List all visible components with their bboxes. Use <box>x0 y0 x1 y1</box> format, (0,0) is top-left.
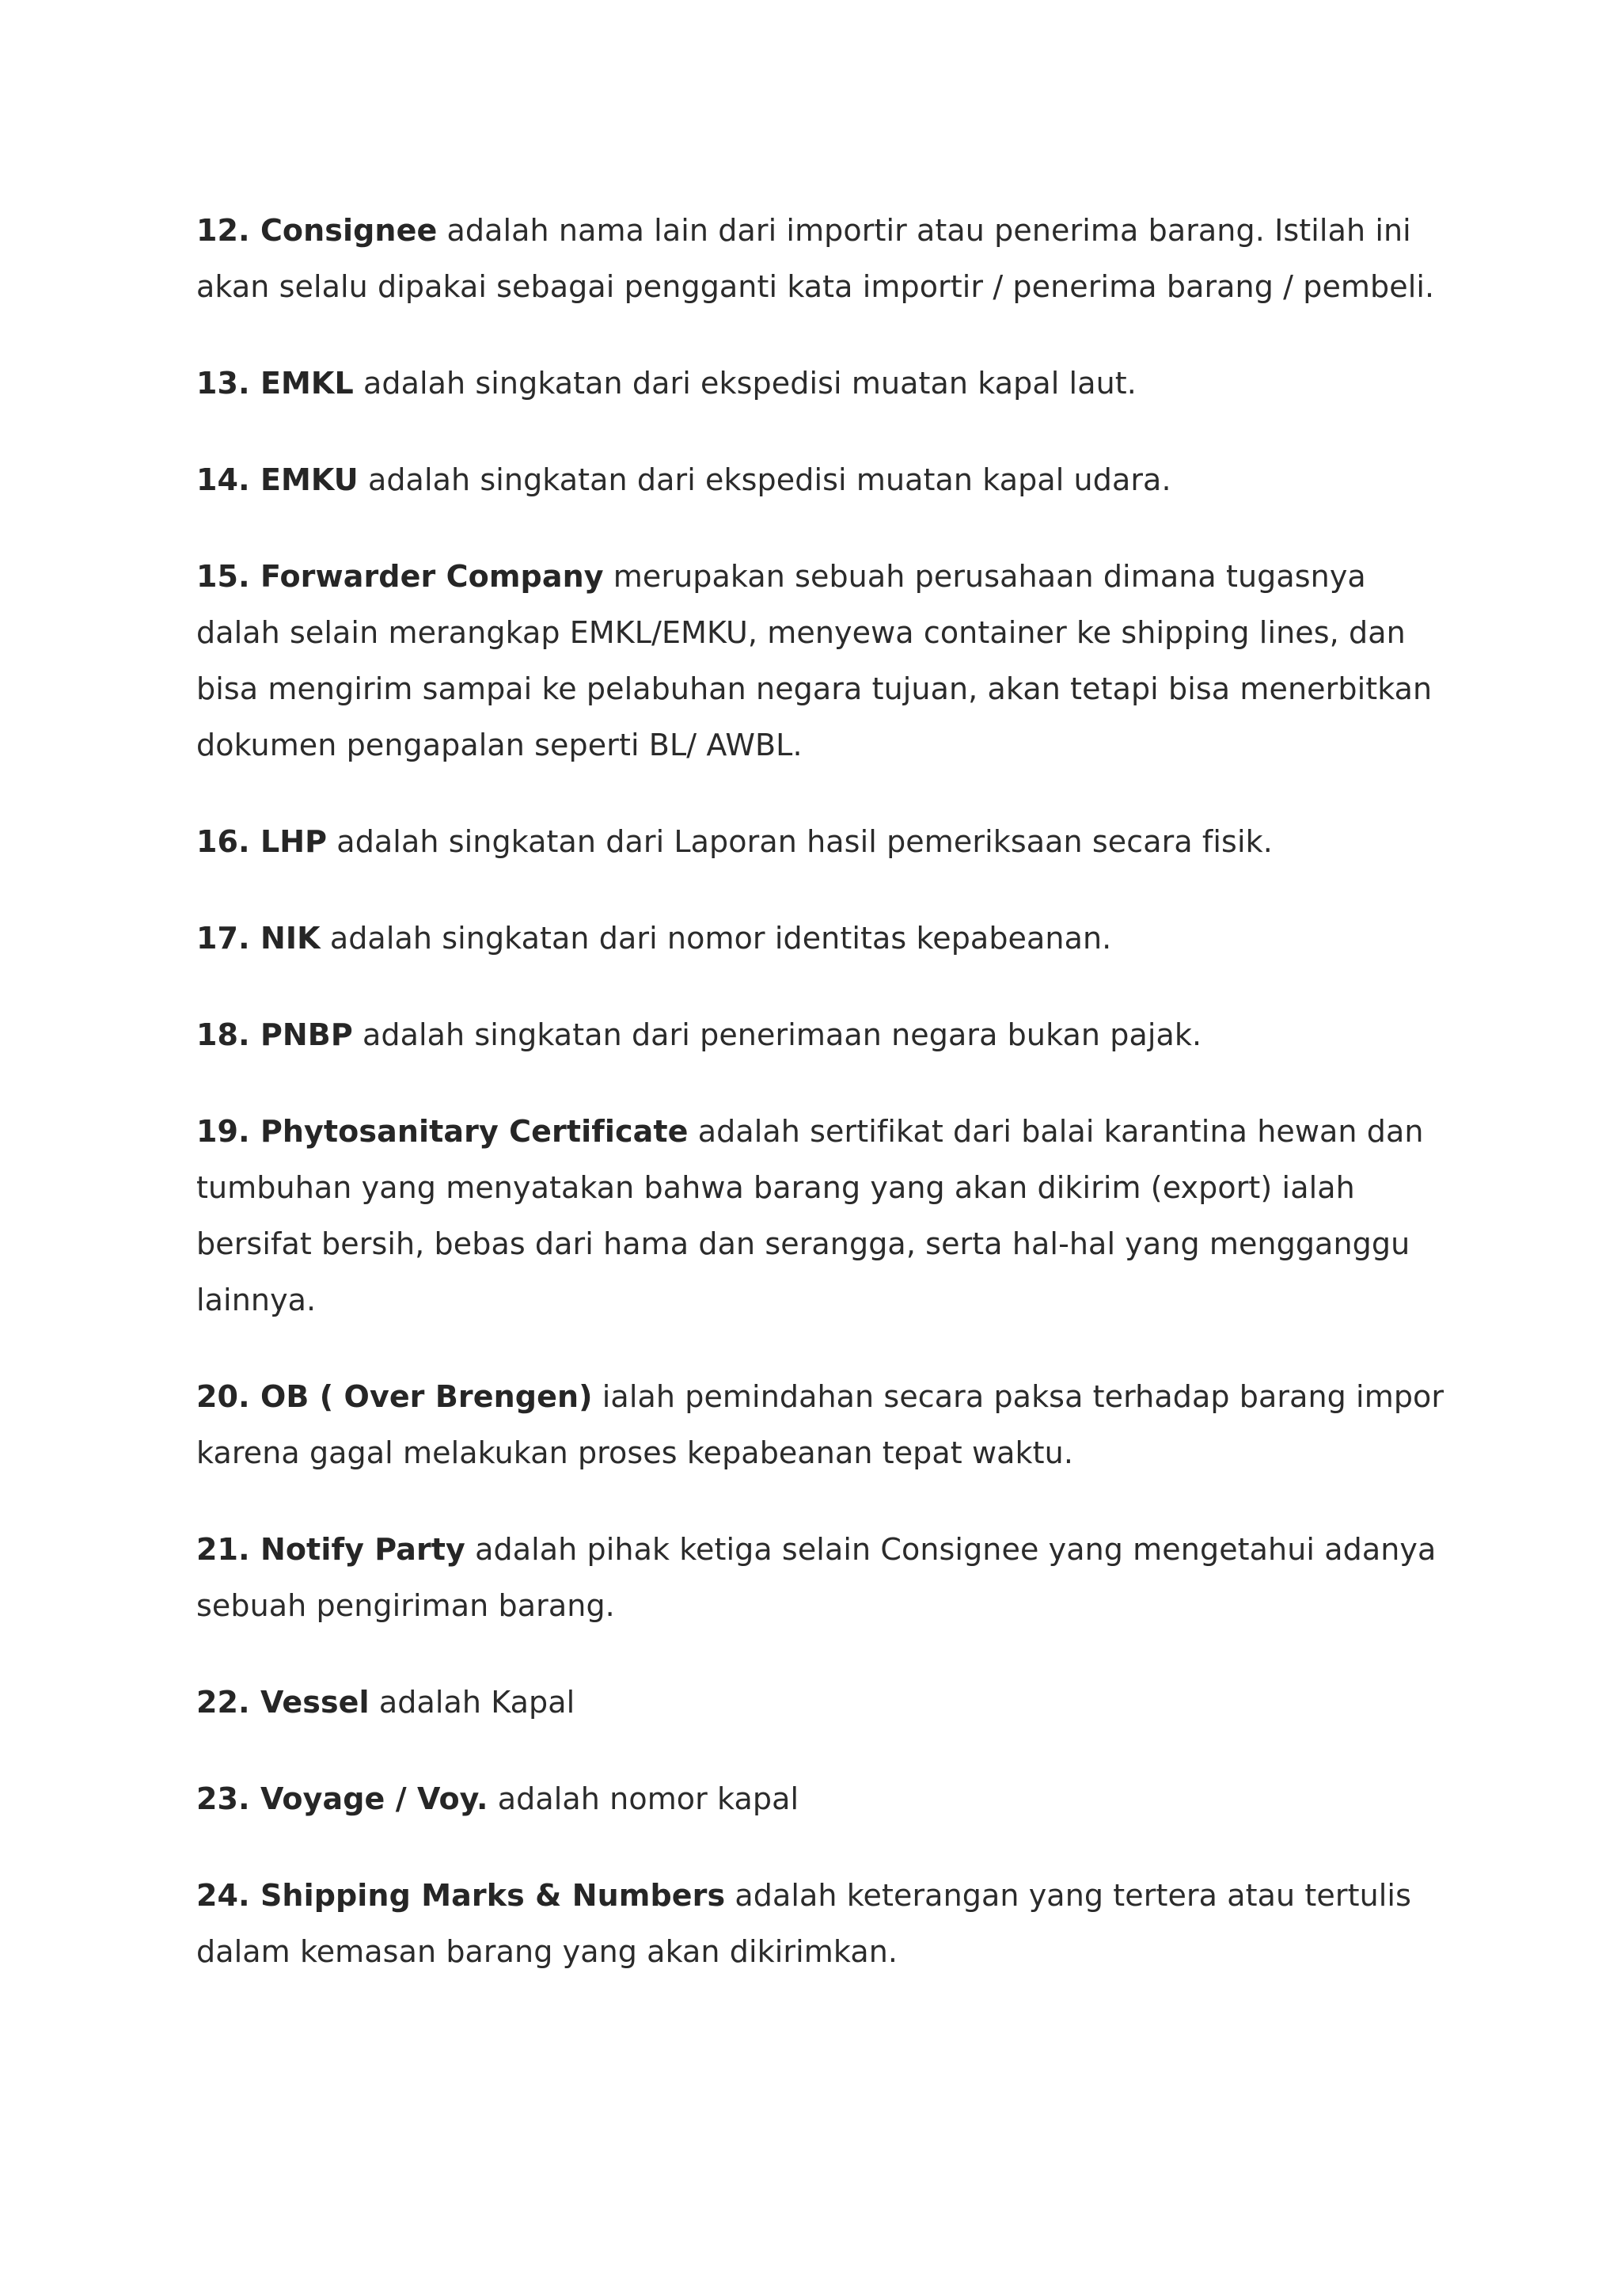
entry-definition: adalah keterangan yang tertera atau tertulis dalam kemasan barang yang akan dikirimkan. <box>196 1878 1411 1969</box>
entry-definition: adalah Kapal <box>369 1685 575 1720</box>
entry-term: 24. Shipping Marks & Numbers <box>196 1878 726 1913</box>
entry-definition: adalah sertifikat dari balai karantina hewan dan tumbuhan yang menyatakan bahwa barang yang akan dikirim (export) ialah bersifat bersih, bebas dari hama dan serangga, serta hal-hal yang mengganggu lainnya. <box>196 1114 1424 1317</box>
glossary-entry-23 <box>196 1771 1447 1827</box>
glossary-entry-19 <box>196 1104 1447 1329</box>
glossary-entry-21 <box>196 1522 1447 1634</box>
glossary-entry-14 <box>196 452 1447 508</box>
entry-definition: adalah singkatan dari penerimaan negara bukan pajak. <box>352 1017 1202 1052</box>
entry-term: 18. PNBP <box>196 1017 353 1052</box>
glossary-entry-17 <box>196 910 1447 967</box>
glossary-entry-12 <box>196 203 1447 315</box>
entry-definition: adalah singkatan dari ekspedisi muatan kapal udara. <box>358 462 1171 497</box>
entry-term: 12. Consignee <box>196 213 438 248</box>
entry-definition: adalah nama lain dari importir atau penerima barang. Istilah ini akan selalu dipakai sebagai pengganti kata importir / penerima barang / pembeli. <box>196 213 1435 304</box>
entry-term: 20. OB ( Over Brengen) <box>196 1379 593 1414</box>
glossary-entry-16 <box>196 814 1447 870</box>
glossary-entry-24 <box>196 1868 1447 1980</box>
entry-term: 22. Vessel <box>196 1685 370 1720</box>
entry-term: 16. LHP <box>196 824 328 859</box>
glossary-list <box>196 203 1447 2020</box>
entry-definition: adalah singkatan dari nomor identitas kepabeanan. <box>320 921 1112 956</box>
entry-term: 19. Phytosanitary Certificate <box>196 1114 689 1149</box>
entry-term: 15. Forwarder Company <box>196 559 604 594</box>
entry-definition: ialah pemindahan secara paksa terhadap barang impor karena gagal melakukan proses kepabeanan tepat waktu. <box>196 1379 1444 1470</box>
glossary-entry-18 <box>196 1007 1447 1063</box>
entry-definition: adalah pihak ketiga selain Consignee yang mengetahui adanya sebuah pengiriman barang. <box>196 1532 1437 1623</box>
entry-definition: adalah singkatan dari ekspedisi muatan kapal laut. <box>353 366 1137 401</box>
entry-term: 21. Notify Party <box>196 1532 465 1567</box>
entry-term: 14. EMKU <box>196 462 359 497</box>
entry-definition: adalah singkatan dari Laporan hasil pemeriksaan secara fisik. <box>327 824 1273 859</box>
entry-term: 23. Voyage / Voy. <box>196 1781 488 1816</box>
glossary-entry-15 <box>196 549 1447 774</box>
entry-term: 13. EMKL <box>196 366 354 401</box>
glossary-entry-13 <box>196 355 1447 412</box>
entry-term: 17. NIK <box>196 921 321 956</box>
entry-definition: merupakan sebuah perusahaan dimana tugasnya dalah selain merangkap EMKL/EMKU, menyewa container ke shipping lines, dan bisa mengirim sampai ke pelabuhan negara tujuan, akan tetapi bisa menerbitkan dokumen pengapalan seperti BL/ AWBL. <box>196 559 1433 762</box>
entry-definition: adalah nomor kapal <box>488 1781 799 1816</box>
glossary-entry-22 <box>196 1674 1447 1731</box>
glossary-entry-20 <box>196 1369 1447 1481</box>
